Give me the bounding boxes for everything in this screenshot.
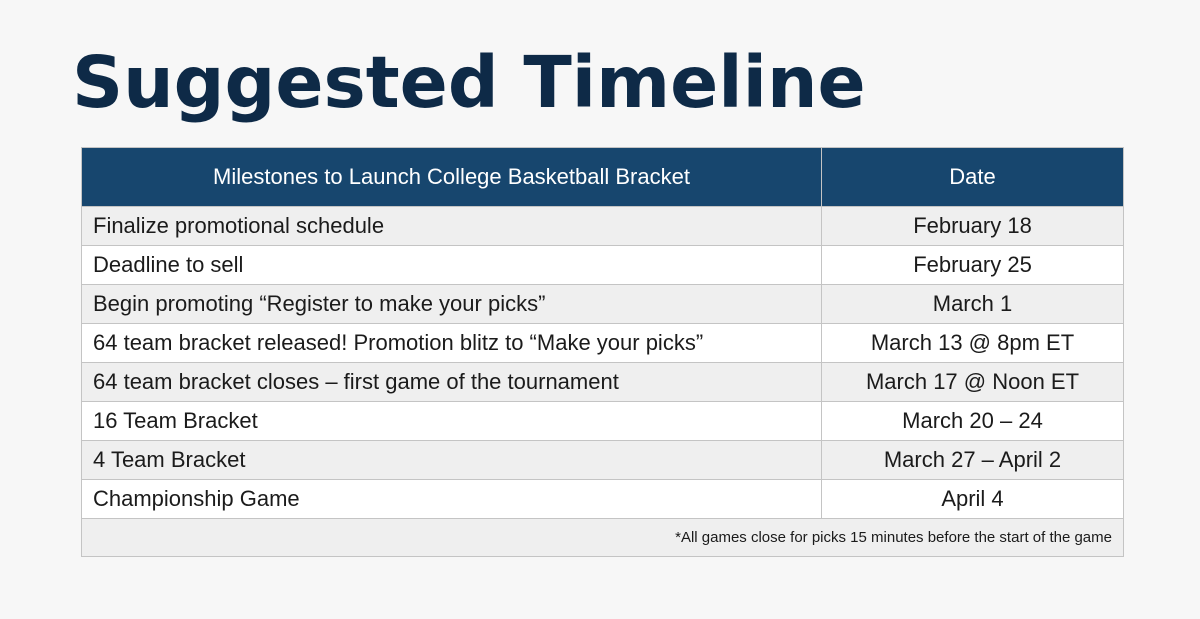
date-cell: March 13 @ 8pm ET	[822, 324, 1124, 363]
table-row	[82, 363, 1124, 402]
milestone-cell: 64 team bracket closes – first game of the tournament	[82, 363, 822, 402]
date-cell: February 25	[822, 246, 1124, 285]
milestone-cell: 64 team bracket released! Promotion blitz to “Make your picks”	[82, 324, 822, 363]
date-cell: March 17 @ Noon ET	[822, 363, 1124, 402]
date-column-header: Date	[822, 148, 1124, 207]
date-cell: February 18	[822, 207, 1124, 246]
date-cell: March 20 – 24	[822, 402, 1124, 441]
table-row	[82, 207, 1124, 246]
table-row	[82, 285, 1124, 324]
timeline-table	[81, 147, 1124, 557]
footnote-row	[82, 519, 1124, 557]
table-row	[82, 441, 1124, 480]
table-row	[82, 324, 1124, 363]
table-row	[82, 402, 1124, 441]
date-cell: March 27 – April 2	[822, 441, 1124, 480]
footnote: *All games close for picks 15 minutes before the start of the game	[82, 519, 1124, 557]
table-row	[82, 480, 1124, 519]
date-cell: April 4	[822, 480, 1124, 519]
milestone-cell: 4 Team Bracket	[82, 441, 822, 480]
milestone-cell: Finalize promotional schedule	[82, 207, 822, 246]
milestone-cell: Begin promoting “Register to make your picks”	[82, 285, 822, 324]
page-title: Suggested Timeline	[72, 41, 866, 124]
table-row	[82, 246, 1124, 285]
milestone-cell: Deadline to sell	[82, 246, 822, 285]
date-cell: March 1	[822, 285, 1124, 324]
table-header-row	[82, 148, 1124, 207]
milestone-cell: Championship Game	[82, 480, 822, 519]
milestone-column-header: Milestones to Launch College Basketball Bracket	[82, 148, 822, 207]
milestone-cell: 16 Team Bracket	[82, 402, 822, 441]
